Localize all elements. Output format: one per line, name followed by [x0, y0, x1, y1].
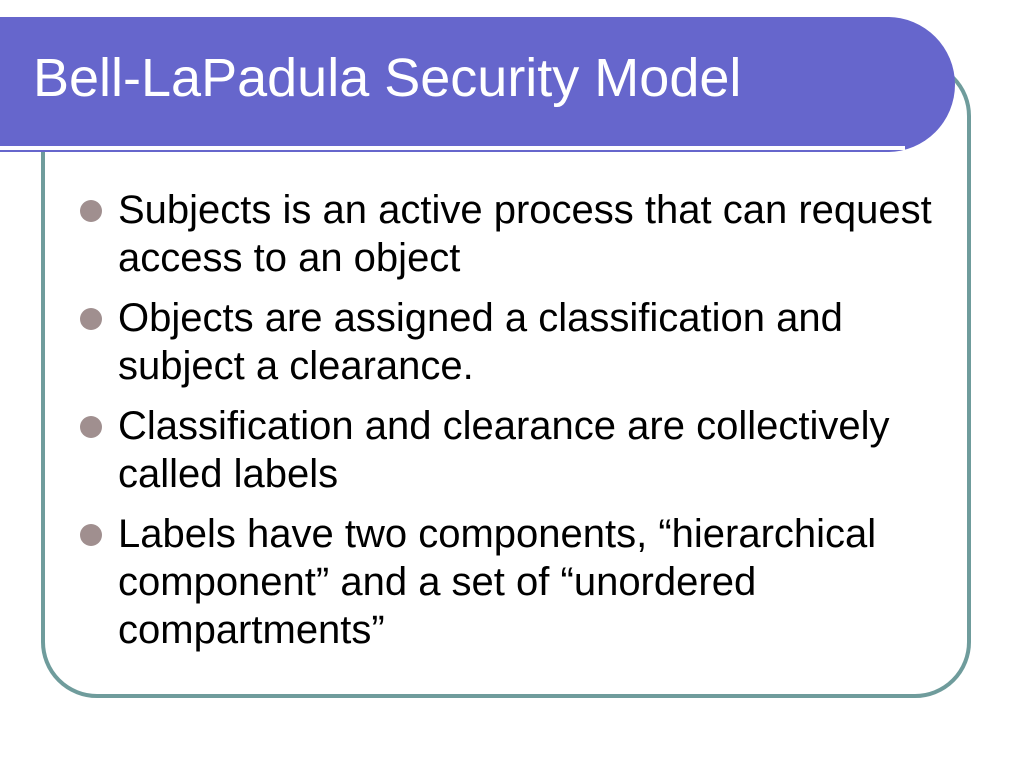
bullet-item: [79, 186, 959, 282]
bullet-item: [79, 510, 959, 654]
bullet-dot-icon: [80, 308, 102, 330]
bullet-item: [79, 294, 959, 390]
bullet-list: [79, 186, 959, 666]
bullet-dot-icon: [80, 200, 102, 222]
bullet-dot-icon: [80, 416, 102, 438]
bullet-text: Subjects is an active process that can request access to an object: [118, 188, 932, 280]
bullet-dot-icon: [80, 524, 102, 546]
bullet-item: [79, 402, 959, 498]
bullet-text: Labels have two components, “hierarchical component” and a set of “unordered compartments”: [118, 512, 877, 652]
bullet-text: Objects are assigned a classification and subject a clearance.: [118, 296, 843, 388]
bullet-text: Classification and clearance are collectively called labels: [118, 404, 890, 496]
slide-title: Bell-LaPadula Security Model: [33, 48, 742, 108]
title-divider: [0, 146, 905, 150]
